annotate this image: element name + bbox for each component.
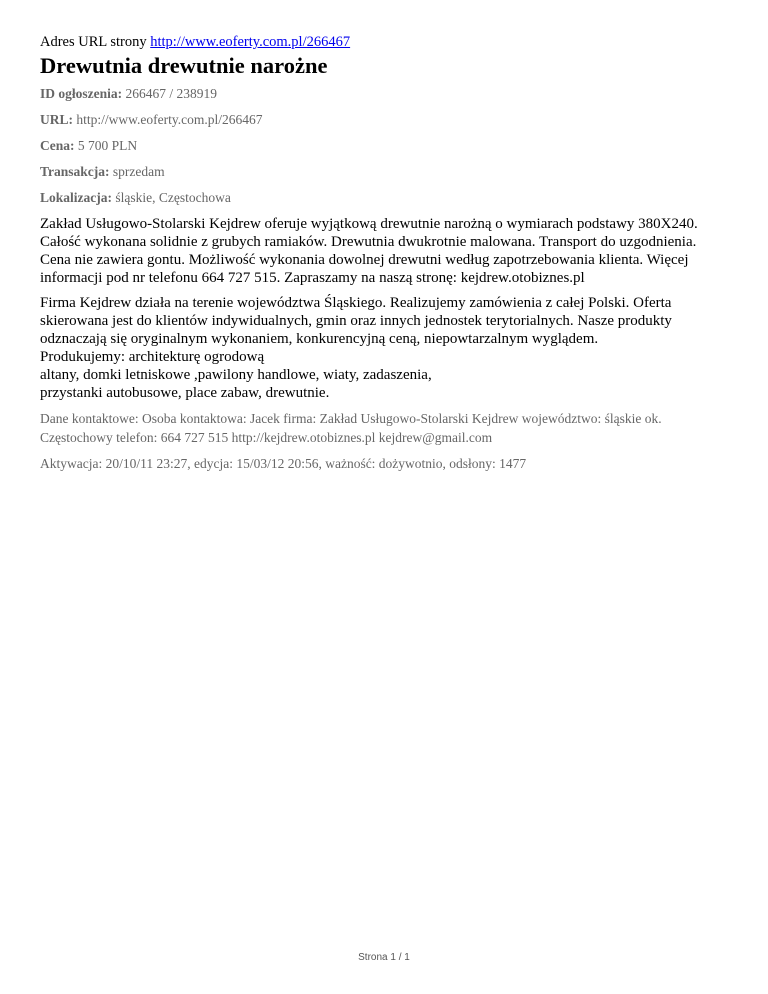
description-line: skierowana jest do klientów indywidualnych, gmin oraz innych jednostek terytorialnych. Nasze produkty [40,313,672,329]
url-line-label: Adres URL strony [40,34,147,50]
contact-line: Częstochowy telefon: 664 727 515 http://kejdrew.otobiznes.pl kejdrew@gmail.com [40,430,493,445]
meta-transaction-label: Transakcja: [40,164,110,179]
document-page [40,33,740,480]
meta-id-label: ID ogłoszenia: [40,86,123,101]
meta-price [40,137,740,154]
description-line: Firma Kejdrew działa na terenie województwa Śląskiego. Realizujemy zamówienia z całej Polski. Oferta [40,295,672,311]
meta-transaction [40,163,740,180]
meta-url [40,111,740,128]
meta-url-label: URL: [40,112,73,127]
url-link[interactable]: http://www.eoferty.com.pl/266467 [150,34,351,50]
meta-location-value: śląskie, Częstochowa [115,190,231,205]
meta-price-label: Cena: [40,138,75,153]
description-line: altany, domki letniskowe ,pawilony handlowe, wiaty, zadaszenia, [40,367,432,383]
description-paragraph-2 [40,294,740,402]
description-line: Produkujemy: architekturę ogrodową [40,349,265,365]
page-number: Strona 1 / 1 [358,952,410,963]
contact-line: Dane kontaktowe: Osoba kontaktowa: Jacek firma: Zakład Usługowo-Stolarski Kejdrew województwo: śląskie ok. [40,411,662,426]
contact-details [40,409,740,447]
description-line: Całość wykonana solidnie z grubych ramiaków. Drewutnia dwukrotnie malowana. Transport do uzgodnienia. [40,234,697,250]
meta-transaction-value: sprzedam [112,164,165,179]
description-line: odznaczają się oryginalnym wykonaniem, konkurencyjną ceną, niepowtarzalnym wyglądem. [40,331,599,347]
meta-url-value: http://www.eoferty.com.pl/266467 [76,112,263,127]
meta-id [40,85,740,102]
meta-location-label: Lokalizacja: [40,190,112,205]
url-line [40,33,740,51]
description-line: Zakład Usługowo-Stolarski Kejdrew oferuje wyjątkową drewutnie narożną o wymiarach podstawy 380X240. [40,216,698,232]
meta-price-value: 5 700 PLN [77,138,138,153]
description-paragraph-1 [40,215,740,287]
meta-id-value: 266467 / 238919 [125,86,218,101]
activation-info: Aktywacja: 20/10/11 23:27, edycja: 15/03/12 20:56, ważność: dożywotnio, odsłony: 1477 [40,456,527,471]
description-line: przystanki autobusowe, place zabaw, drewutnie. [40,385,330,401]
description-line: informacji pod nr telefonu 664 727 515. Zapraszamy na naszą stronę: kejdrew.otobiznes.pl [40,270,585,286]
description-line: Cena nie zawiera gontu. Możliwość wykonania dowolnej drewutni według zapotrzebowania klienta. Więcej [40,252,689,268]
page-title: Drewutnia drewutnie narożne [40,53,328,78]
meta-location [40,189,740,206]
